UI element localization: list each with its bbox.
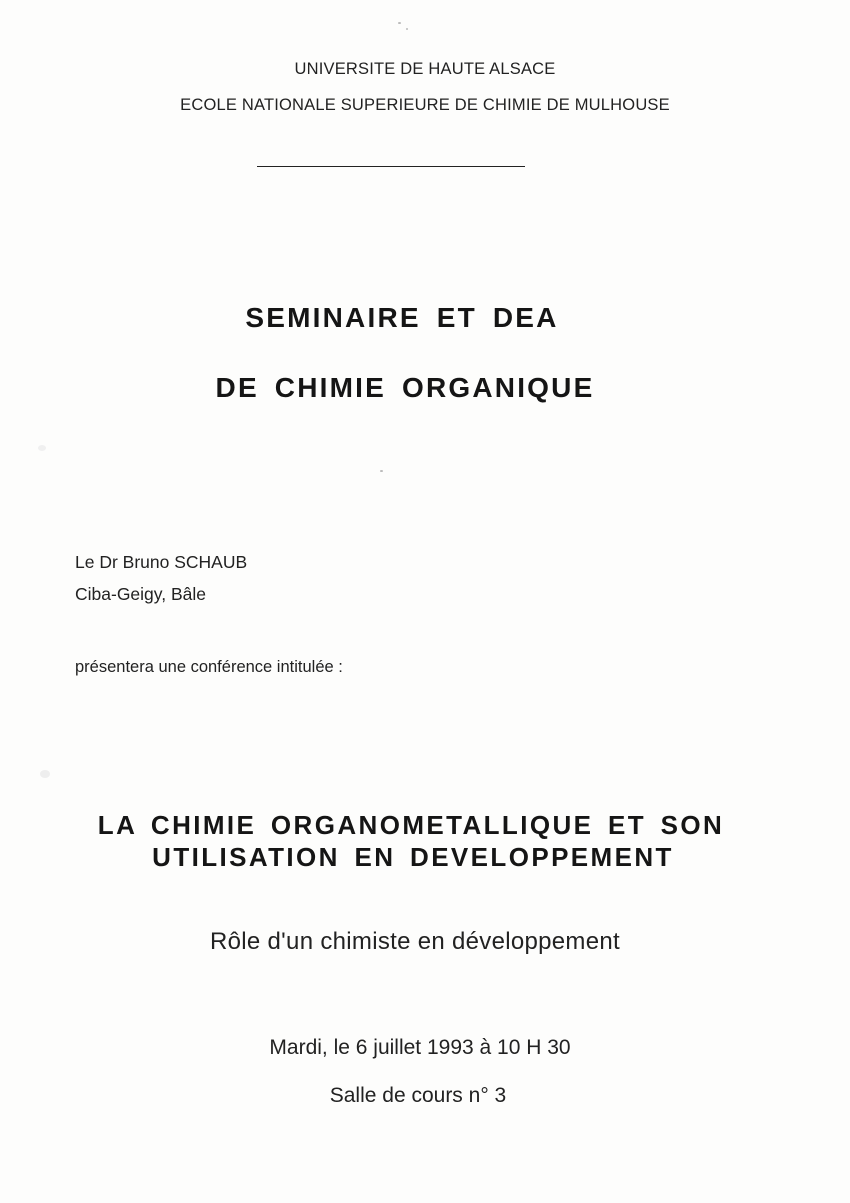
speaker-affiliation: Ciba-Geigy, Bâle <box>75 584 206 604</box>
scan-speck <box>398 22 401 24</box>
talk-title-line1: LA CHIMIE ORGANOMETALLIQUE ET SON <box>97 810 725 840</box>
talk-title-line2: UTILISATION EN DEVELOPPEMENT <box>152 842 674 872</box>
talk-subtitle: Rôle d'un chimiste en développement <box>210 928 620 955</box>
scan-speck <box>40 770 50 778</box>
speaker-name: Le Dr Bruno SCHAUB <box>75 552 248 572</box>
university-name: UNIVERSITE DE HAUTE ALSACE <box>294 60 556 78</box>
school-name: ECOLE NATIONALE SUPERIEURE DE CHIMIE DE MULHOUSE <box>180 96 670 114</box>
scan-speck <box>38 445 46 451</box>
event-room: Salle de cours n° 3 <box>329 1084 507 1107</box>
seminar-title-line1: SEMINAIRE ET DEA <box>245 302 559 333</box>
event-datetime: Mardi, le 6 juillet 1993 à 10 H 30 <box>269 1036 571 1059</box>
scan-speck <box>406 28 408 30</box>
conference-intro: présentera une conférence intitulée : <box>75 658 343 676</box>
scan-speck <box>380 470 383 472</box>
header-divider <box>257 166 525 167</box>
seminar-title-line2: DE CHIMIE ORGANIQUE <box>215 372 595 403</box>
